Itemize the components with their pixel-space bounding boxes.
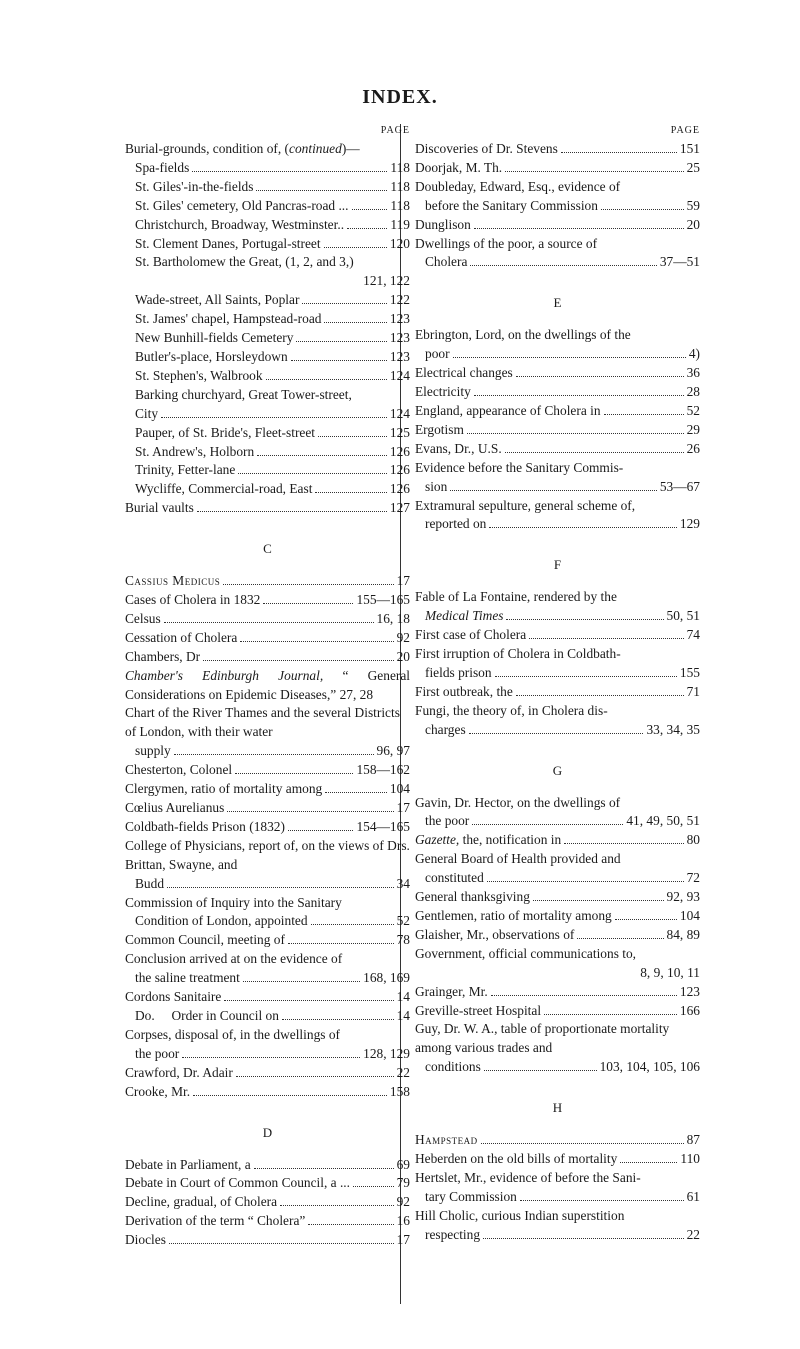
page-number: 17	[396, 1232, 410, 1248]
g-entries	[415, 983, 700, 1021]
index-entry	[415, 888, 700, 907]
index-entry: supply 96, 97	[135, 743, 410, 759]
entry-text: Cœlius Aurelianus	[125, 800, 225, 815]
index-entry: Hill Cholic, curious Indian superstition	[415, 1207, 625, 1223]
index-entry: Common Council, meeting of 78	[125, 932, 410, 948]
entry-text: St. James' chapel, Hampstead-road	[135, 311, 322, 327]
leader-dots	[505, 171, 683, 172]
index-entry: General Board of Health provided and	[415, 851, 621, 867]
entry-text: Wycliffe, Commercial-road, East	[135, 481, 313, 497]
index-entry	[135, 329, 410, 348]
e-entries	[415, 364, 700, 459]
page-number: 126	[389, 481, 410, 497]
leader-dots	[193, 1095, 387, 1096]
index-entry	[125, 1231, 410, 1250]
index-entry	[135, 424, 410, 443]
page-number: 84, 89	[666, 926, 700, 942]
index-entry: Heberden on the old bills of mortality 110	[415, 1151, 700, 1167]
entry-text: Debate in Court of Common Council, a ...	[125, 1175, 351, 1191]
index-entry	[125, 780, 410, 799]
entry-text: Diocles	[125, 1232, 166, 1248]
index-entry: charges 33, 34, 35	[425, 721, 700, 737]
index-entry: Corpses, disposal of, in the dwellings of	[125, 1026, 340, 1042]
entry-text: St. Clement Danes, Portugal-street	[135, 235, 321, 251]
index-entry: Chamber's Edinburgh Journal, “ General Considerations on Epidemic Diseases,” 27, 28	[125, 667, 411, 702]
leader-dots	[235, 773, 353, 774]
leader-dots	[491, 995, 677, 996]
page-number: 52	[686, 402, 700, 418]
index-entry: Guy, Dr. W. A., table of proportionate mortality among various trades and	[415, 1021, 670, 1056]
c-entries	[125, 572, 410, 667]
entry-text: St. Stephen's, Walbrook	[135, 367, 263, 383]
index-entry: Budd 34	[135, 875, 410, 891]
index-entry	[125, 1174, 410, 1193]
leader-dots	[604, 414, 684, 415]
index-entry	[125, 799, 410, 818]
page-number: 92	[396, 629, 410, 645]
entry-text: Wade-street, All Saints, Poplar	[135, 292, 300, 308]
leader-dots	[280, 1205, 394, 1206]
entry-text: Crooke, Mr.	[125, 1083, 191, 1099]
index-entry	[135, 159, 410, 178]
page-number: 123	[679, 983, 700, 999]
index-entry: respecting 22	[425, 1226, 700, 1242]
section-letter-e: E	[553, 295, 562, 311]
entry-text: Electricity	[415, 384, 471, 400]
index-entry	[415, 159, 700, 178]
index-entry: the saline treatment 168, 169	[135, 970, 410, 986]
page-number: 118	[390, 159, 410, 175]
page-number: 69	[396, 1156, 410, 1172]
index-entry: Extramural sepulture, general scheme of,	[415, 497, 636, 513]
page-number: 92, 93	[666, 889, 700, 905]
entry-text: Derivation of the term “ Cholera”	[125, 1213, 306, 1229]
index-entry	[135, 197, 410, 216]
page-number: 123	[389, 330, 410, 346]
page-number: 151	[679, 141, 700, 156]
leader-dots	[353, 1186, 394, 1187]
leader-dots	[302, 303, 386, 304]
index-entry	[415, 907, 700, 926]
index-entry	[125, 761, 410, 780]
index-entry	[135, 235, 410, 254]
leader-dots	[164, 622, 374, 623]
page-number: 20	[396, 648, 410, 664]
index-entry: poor 4)	[425, 346, 700, 362]
index-entry: Cordons Sanitaire 14	[125, 989, 410, 1005]
leader-dots	[257, 455, 387, 456]
leader-dots	[325, 792, 387, 793]
section-letter-g: G	[552, 762, 563, 778]
leader-dots	[227, 811, 393, 812]
burial-heading: Burial-grounds, condition of, (continued)—	[125, 141, 360, 156]
index-entry	[125, 818, 410, 837]
entry-text: Ergotism	[415, 421, 464, 437]
entry-text: Trinity, Fetter-lane	[135, 462, 236, 478]
index-entry: Burial vaults 127	[125, 500, 410, 516]
index-entry	[415, 383, 700, 402]
index-entry	[415, 1002, 700, 1021]
leader-dots	[240, 641, 393, 642]
index-entry: Dwellings of the poor, a source of	[415, 235, 598, 251]
page-number: 36	[686, 365, 700, 381]
leader-dots	[238, 473, 387, 474]
index-entry	[125, 591, 410, 610]
entry-text: Grainger, Mr.	[415, 983, 488, 999]
entry-text: Cessation of Cholera	[125, 629, 238, 645]
index-entry: Conclusion arrived at on the evidence of	[125, 951, 343, 967]
index-entry	[135, 367, 410, 386]
page-number: 17	[396, 573, 410, 589]
index-entry: Cholera 37—51	[425, 254, 700, 270]
page-number: 124	[389, 367, 410, 383]
index-entry	[125, 1193, 410, 1212]
index-entry	[125, 1212, 410, 1231]
leader-dots	[288, 830, 354, 831]
entry-text: Spa-fields	[135, 159, 190, 175]
entry-text: Crawford, Dr. Adair	[125, 1064, 233, 1080]
index-entry: constituted 72	[425, 870, 700, 886]
entry-text: Debate in Parliament, a	[125, 1156, 251, 1172]
index-entry	[135, 480, 410, 499]
page-number: 158—162	[356, 762, 410, 778]
leader-dots	[291, 360, 387, 361]
index-entry: Hampstead 87	[415, 1132, 700, 1148]
page-number: 166	[679, 1002, 700, 1018]
index-entry	[135, 310, 410, 329]
section-letter-f: F	[553, 557, 562, 573]
page-number: 29	[686, 421, 700, 437]
index-entry: Chart of the River Thames and the several Districts of London, with their water	[125, 705, 400, 740]
index-entry: Gazette, the, notification in 80	[415, 832, 700, 848]
page-number: 123	[389, 348, 410, 364]
entry-text: Christchurch, Broadway, Westminster..	[135, 216, 345, 232]
leader-dots	[318, 436, 387, 437]
index-entry: Condition of London, appointed 52	[135, 913, 410, 929]
entry-text: Coldbath-fields Prison (1832)	[125, 818, 285, 834]
entry-text: Electrical changes	[415, 365, 513, 381]
page-number: 17	[396, 800, 410, 815]
entry-text: Cassius Medicus	[125, 573, 221, 589]
index-entry	[125, 1156, 410, 1175]
index-entry: Evidence before the Sanitary Commis-	[415, 459, 624, 475]
index-entry	[415, 140, 700, 159]
leader-dots	[236, 1076, 394, 1077]
page-number: 92	[396, 1194, 410, 1210]
index-entry: City 124	[135, 405, 410, 421]
index-entry: tary Commission 61	[425, 1188, 700, 1204]
leader-dots	[516, 376, 684, 377]
index-entry	[415, 926, 700, 945]
entry-text: St. Andrew's, Holborn	[135, 443, 255, 459]
index-entry	[415, 983, 700, 1002]
entry-text: Doorjak, M. Th.	[415, 159, 503, 175]
leader-dots	[203, 660, 393, 661]
leader-dots	[474, 395, 684, 396]
page-label: PAGE	[380, 125, 410, 136]
page-number: 123	[389, 311, 410, 327]
leader-dots	[324, 247, 387, 248]
index-entry: Dunglison 20	[415, 216, 700, 232]
index-entry: Ebrington, Lord, on the dwellings of the	[415, 327, 631, 343]
page-number: 79	[396, 1175, 410, 1191]
index-page-ref: 121, 122	[363, 273, 410, 289]
index-entry: the poor 41, 49, 50, 51	[425, 813, 700, 829]
index-entry	[415, 440, 700, 459]
entry-text: General thanksgiving	[415, 889, 530, 905]
index-entry: Fable of La Fontaine, rendered by the	[415, 589, 617, 605]
index-entry: Government, official communications to,	[415, 945, 637, 961]
index-entry: Fungi, the theory of, in Cholera dis-	[415, 702, 608, 718]
leader-dots	[615, 919, 677, 920]
index-entry: Doubleday, Edward, Esq., evidence of	[415, 178, 621, 194]
page-number: 104	[389, 781, 410, 797]
index-entry	[135, 461, 410, 480]
leader-dots	[263, 603, 353, 604]
leader-dots	[254, 1168, 394, 1169]
page-number: 25	[686, 159, 700, 175]
page-title: INDEX.	[362, 86, 438, 108]
index-entry: the poor 128, 129	[135, 1045, 410, 1061]
index-entry	[135, 443, 410, 462]
section-letter-c: C	[263, 541, 272, 557]
burial-subentries	[125, 424, 410, 500]
index-entry: St. Bartholomew the Great, (1, 2, and 3,)	[135, 254, 354, 270]
section-letter-d: D	[262, 1124, 273, 1140]
index-entry	[135, 291, 410, 310]
leader-dots	[256, 190, 387, 191]
index-page-ref: 8, 9, 10, 11	[640, 964, 700, 980]
left-column	[125, 122, 410, 1250]
leader-dots	[296, 341, 386, 342]
leader-dots	[308, 1224, 393, 1225]
page-number: 155—165	[356, 592, 410, 608]
entry-text: St. Giles'-in-the-fields	[135, 178, 254, 194]
leader-dots	[169, 1243, 394, 1244]
page-number: 126	[389, 443, 410, 459]
leader-dots	[266, 379, 387, 380]
index-entry: Medical Times 50, 51	[425, 608, 700, 624]
index-entry	[125, 648, 410, 667]
leader-dots	[467, 433, 684, 434]
index-entry	[415, 402, 700, 421]
index-entry	[125, 629, 410, 648]
index-entry: First case of Cholera 74	[415, 627, 700, 643]
c-entries	[125, 761, 410, 837]
page-number: 16, 18	[376, 610, 410, 626]
index-entry	[125, 1064, 410, 1083]
burial-subentries	[125, 159, 410, 254]
index-entry	[125, 1083, 410, 1102]
leader-dots	[533, 900, 664, 901]
g-entries	[415, 888, 700, 945]
index-entry: First outbreak, the 71	[415, 683, 700, 699]
leader-dots	[324, 322, 386, 323]
index-entry: fields prison 155	[425, 664, 700, 680]
page-number: 28	[686, 384, 700, 400]
entry-text: England, appearance of Cholera in	[415, 402, 601, 418]
d-entries	[415, 140, 700, 178]
index-entry: before the Sanitary Commission 59	[425, 197, 700, 213]
entry-text: Chesterton, Colonel	[125, 762, 233, 778]
entry-text: Clergymen, ratio of mortality among	[125, 781, 323, 797]
leader-dots	[561, 152, 677, 153]
leader-dots	[505, 452, 684, 453]
entry-text: Pauper, of St. Bride's, Fleet-street	[135, 424, 316, 440]
page-number: 22	[396, 1064, 410, 1080]
index-entry: Commission of Inquiry into the Sanitary	[125, 894, 342, 910]
leader-dots	[352, 209, 388, 210]
index-entry: Gavin, Dr. Hector, on the dwellings of	[415, 794, 621, 810]
d-entries	[125, 1156, 410, 1251]
page-number: 118	[390, 178, 410, 194]
entry-text: Discoveries of Dr. Stevens	[415, 141, 558, 156]
entry-text: Greville-street Hospital	[415, 1002, 542, 1018]
leader-dots	[347, 228, 387, 229]
entry-text: Glaisher, Mr., observations of	[415, 926, 575, 942]
page-number: 26	[686, 440, 700, 456]
section-letter-h: H	[552, 1100, 563, 1116]
index-entry	[125, 572, 410, 591]
entry-text: Decline, gradual, of Cholera	[125, 1194, 278, 1210]
entry-text: Butler's-place, Horsleydown	[135, 348, 288, 364]
page-number: 122	[389, 292, 410, 308]
index-entry: First irruption of Cholera in Coldbath-	[415, 646, 621, 662]
index-entry: sion 53—67	[425, 478, 700, 494]
entry-text: New Bunhill-fields Cemetery	[135, 330, 294, 346]
entry-text: Cases of Cholera in 1832	[125, 592, 261, 608]
right-column	[415, 122, 700, 1245]
c-entries	[125, 1064, 410, 1102]
leader-dots	[223, 584, 393, 585]
index-entry: reported on 129	[425, 516, 700, 532]
leader-dots	[192, 171, 387, 172]
page-number: 126	[389, 462, 410, 478]
entry-text: St. Giles' cemetery, Old Pancras-road ...	[135, 197, 349, 213]
burial-subentries	[125, 291, 410, 386]
entry-text: Evans, Dr., U.S.	[415, 440, 502, 456]
page-number: 16	[396, 1213, 410, 1229]
leader-dots	[577, 938, 663, 939]
leader-dots	[315, 492, 386, 493]
index-entry	[125, 610, 410, 629]
index-entry	[135, 216, 410, 235]
index-entry	[135, 178, 410, 197]
leader-dots	[544, 1014, 677, 1015]
index-entry: conditions 103, 104, 105, 106	[425, 1059, 700, 1075]
index-entry: Hertslet, Mr., evidence of before the Sani-	[415, 1169, 641, 1185]
page-number: 120	[389, 235, 410, 251]
entry-text: Celsus	[125, 610, 161, 626]
entry-text: Chambers, Dr	[125, 648, 201, 664]
index-entry	[415, 364, 700, 383]
index-entry	[135, 348, 410, 367]
index-entry: College of Physicians, report of, on the views of Drs. Brittan, Swayne, and	[125, 837, 410, 872]
page-number: 125	[389, 424, 410, 440]
page-number: 158	[389, 1083, 410, 1099]
page-number: 104	[679, 908, 700, 923]
entry-text: Gentlemen, ratio of mortality among	[415, 908, 612, 923]
index-entry: Barking churchyard, Great Tower-street,	[135, 386, 352, 402]
page-label: PAGE	[670, 125, 700, 136]
index-entry	[415, 421, 700, 440]
page-number: 154—165	[356, 818, 410, 834]
index-entry: Do. Order in Council on 14	[135, 1007, 410, 1023]
page-number: 118	[390, 197, 410, 213]
page-number: 119	[390, 216, 410, 232]
